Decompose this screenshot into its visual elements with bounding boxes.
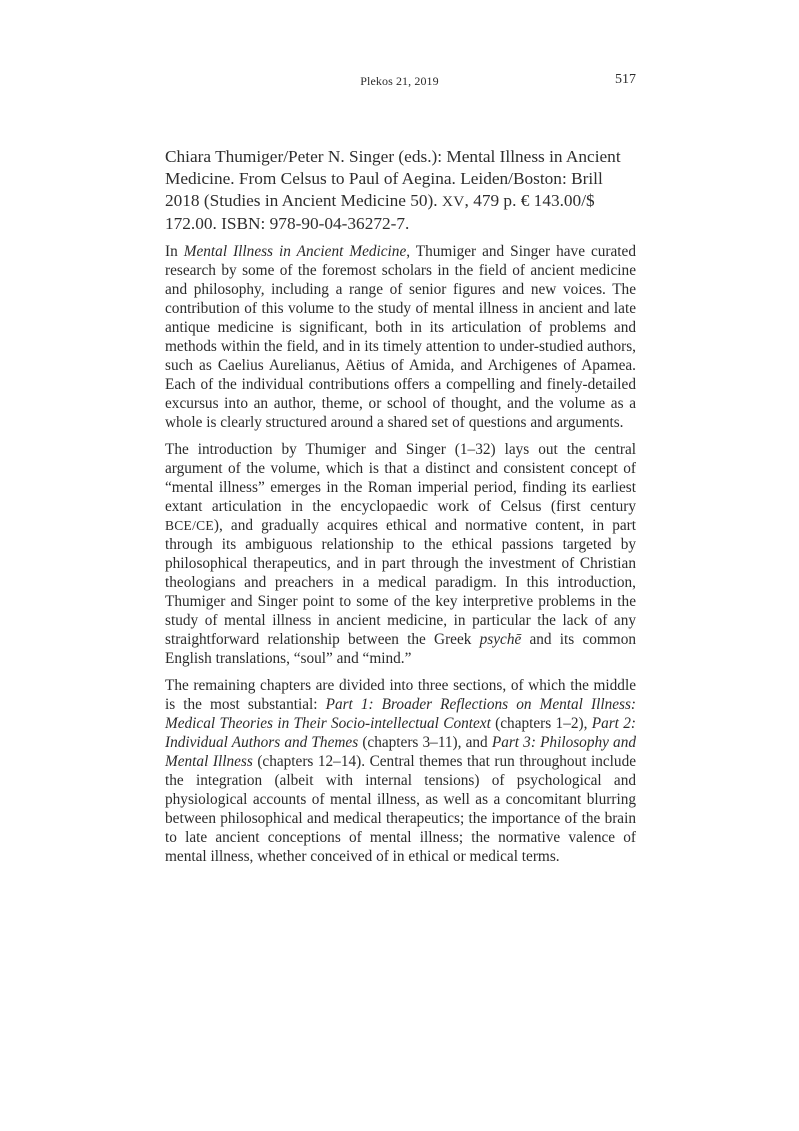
text-span: and its common English translations, “soul” and “mind.” (165, 631, 636, 667)
era-small-caps: BCE/CE (165, 518, 214, 533)
citation-roman-pages: XV (441, 193, 465, 210)
text-span: In (165, 243, 184, 260)
text-span: (chapters 3–11), and (358, 734, 492, 751)
text-span: The remaining chapters are divided into three sections, of which the middle is the most substantial: (165, 677, 636, 713)
paragraph-1 (165, 242, 636, 432)
book-title-italic: Mental Illness in Ancient Medicine (183, 243, 407, 260)
running-head: Plekos 21, 2019 (360, 74, 439, 88)
citation-text-2: , 479 p. € 143.00/$ 172.00. ISBN: 978-90-04-36272-7. (165, 191, 595, 233)
greek-term-italic: psychē (479, 631, 522, 648)
part-3-title: Part 3: Philosophy and Mental Illness (165, 734, 636, 770)
text-span: (chapters 12–14). Central themes that run throughout include the integration (albeit with internal tensions) of psychological and physiological accounts of mental illness, as well as a concomitant blurring between philosophical and medical therapeutics; the importance of the brain to late ancient conceptions of mental illness; the normative valence of mental illness, whether conceived of in ethical or medical terms. (165, 753, 637, 865)
page-number: 517 (615, 72, 636, 87)
book-citation (165, 146, 636, 235)
text-span: (chapters 1–2), (490, 715, 592, 732)
citation-text: Chiara Thumiger/Peter N. Singer (eds.): Mental Illness in Ancient Medicine. From Celsus to Paul of Aegina. Leiden/Boston: Brill 2018 (Studies in Ancient Medicine 50). (165, 147, 621, 210)
paragraph-3 (165, 676, 636, 866)
text-span: , Thumiger and Singer have curated research by some of the foremost scholars in the field of ancient medicine and philosophy, including a range of senior figures and new voices. The contribution of this volume to the study of mental illness in ancient and late antique medicine is significant, both in its articulation of problems and methods within the field, and in its timely attention to under-studied authors, such as Caelius Aurelianus, Aëtius of Amida, and Archigenes of Apamea. Each of the individual contributions offers a compelling and finely-detailed excursus into an author, theme, or school of thought, and the volume as a whole is clearly structured around a shared set of questions and arguments. (165, 243, 636, 431)
text-span: ), and gradually acquires ethical and normative content, in part through its ambiguous relationship to the ethical passions targeted by philosophical therapeutics, and in part through the investment of Christian theologians and preachers in a medical paradigm. In this introduction, Thumiger and Singer point to some of the key interpretive problems in the study of mental illness in ancient medicine, in particular the lack of any straightforward relationship between the Greek (165, 517, 636, 648)
part-1-title: Part 1: Broader Reflections on Mental Illness: Medical Theories in Their Socio-intellectual Context (165, 696, 637, 732)
text-span: The introduction by Thumiger and Singer (1–32) lays out the central argument of the volume, which is that a distinct and consistent concept of “mental illness” emerges in the Roman imperial period, finding its earliest extant articulation in the encyclopaedic work of Celsus (first century (165, 441, 636, 515)
part-2-title: Part 2: Individual Authors and Themes (165, 715, 636, 751)
review-body (165, 242, 636, 874)
page-header (0, 68, 799, 98)
paragraph-2 (165, 440, 636, 668)
